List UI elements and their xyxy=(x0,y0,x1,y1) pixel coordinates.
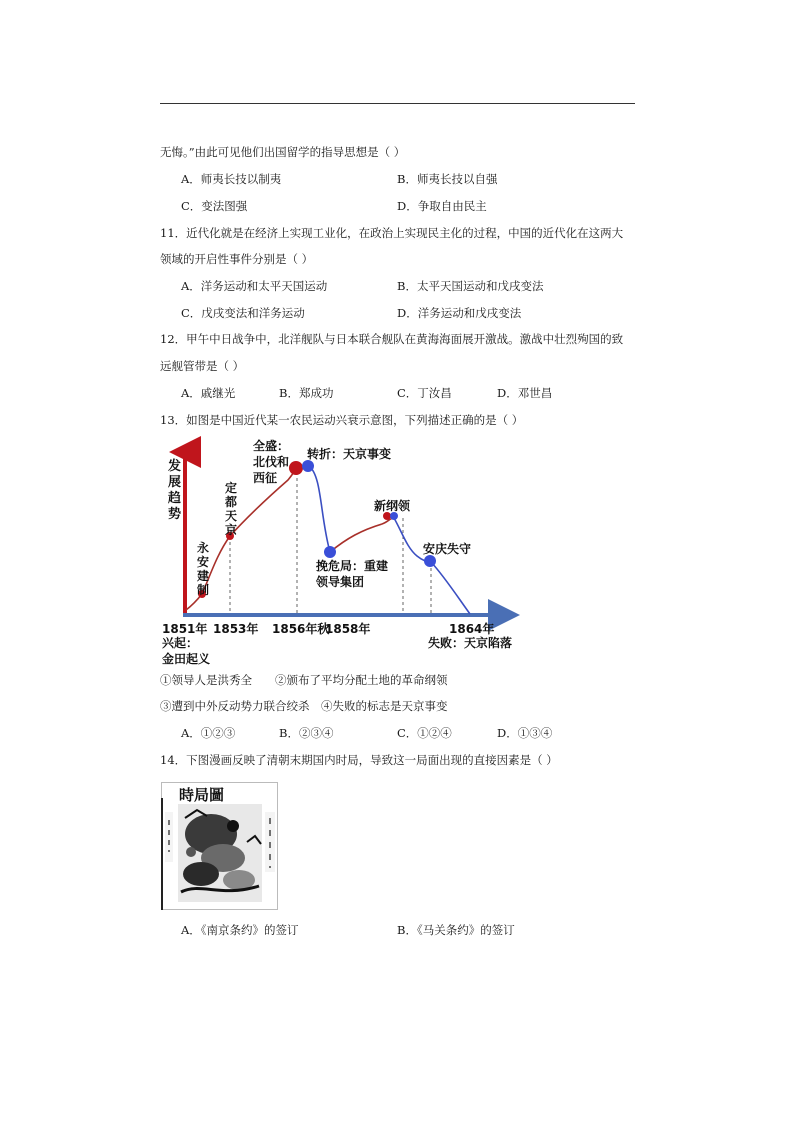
sub-label-fail: 失败：天京陷落 xyxy=(428,636,513,650)
q10-option-c[interactable]: C．变法图强 xyxy=(181,199,248,213)
q10-stem-tail: 无悔。”由此可见他们出国留学的指导思想是（ ） xyxy=(160,145,406,159)
q12-option-a[interactable]: A．戚继光 xyxy=(181,386,236,400)
q14-stem: 14．下图漫画反映了清朝末期国内时局，导致这一局面出现的直接因素是（ ） xyxy=(160,753,558,767)
q11-option-b[interactable]: B．太平天国运动和戊戌变法 xyxy=(397,279,544,293)
q13-option-d[interactable]: D．①③④ xyxy=(497,726,553,740)
sub-label-jintian: 金田起义 xyxy=(162,652,211,666)
q11-stem-line2: 领域的开启性事件分别是（ ） xyxy=(160,252,314,266)
label-anqing: 安庆失守 xyxy=(423,542,472,556)
situation-cartoon xyxy=(161,782,278,910)
q12-option-b[interactable]: B．郑成功 xyxy=(279,386,334,400)
q14-option-b[interactable]: B．《马关条约》的签订 xyxy=(397,923,515,937)
label-yongan-2: 安 xyxy=(197,555,210,569)
y-label-char-4: 势 xyxy=(168,507,182,522)
q11-option-c[interactable]: C．戊戌变法和洋务运动 xyxy=(181,306,305,320)
label-turn: 转折：天京事变 xyxy=(307,447,392,461)
label-peak-1: 全盛： xyxy=(253,439,290,453)
cartoon-title: 時局圖 xyxy=(179,786,225,804)
label-dingdu-3: 天 xyxy=(225,509,238,523)
label-yongan-4: 制 xyxy=(197,583,210,597)
q13-option-a[interactable]: A．①②③ xyxy=(181,726,236,740)
point-new-program-fall xyxy=(390,512,398,520)
y-label-char-3: 趋 xyxy=(168,491,182,506)
q12-stem-line1: 12．甲午中日战争中，北洋舰队与日本联合舰队在黄海海面展开激战。激战中壮烈殉国的致 xyxy=(160,332,624,346)
label-rescue-2: 领导集团 xyxy=(316,575,365,589)
q12-option-c[interactable]: C．丁汝昌 xyxy=(397,386,452,400)
header-rule xyxy=(160,103,635,104)
tick-1851: 1851年 xyxy=(162,622,208,636)
q14-option-a[interactable]: A．《南京条约》的签订 xyxy=(181,923,299,937)
rise-line-2 xyxy=(330,518,394,552)
cartoon-drawing xyxy=(161,782,278,910)
fall-line-1 xyxy=(309,466,330,552)
point-rescue xyxy=(324,546,336,558)
q12-option-d[interactable]: D．邓世昌 xyxy=(497,386,553,400)
taiping-trend-chart xyxy=(162,436,532,668)
q13-statement-1: ①领导人是洪秀全 ②颁布了平均分配土地的革命纲领 xyxy=(160,673,448,687)
q10-option-d[interactable]: D．争取自由民主 xyxy=(397,199,487,213)
label-peak-3: 西征 xyxy=(253,471,278,485)
label-dingdu-2: 都 xyxy=(225,495,238,509)
y-label-char-2: 展 xyxy=(168,475,182,490)
label-dingdu-4: 京 xyxy=(225,523,238,537)
point-turn xyxy=(302,460,314,472)
q10-option-a[interactable]: A．师夷长技以制夷 xyxy=(181,172,282,186)
q13-option-b[interactable]: B．②③④ xyxy=(279,726,334,740)
point-anqing xyxy=(424,555,436,567)
tick-1856: 1856年秋 xyxy=(272,622,330,636)
q11-option-a[interactable]: A．洋务运动和太平天国运动 xyxy=(181,279,328,293)
tick-1858: 1858年 xyxy=(325,622,371,636)
point-peak xyxy=(289,461,303,475)
tick-1864: 1864年 xyxy=(449,622,495,636)
label-new-program: 新纲领 xyxy=(374,499,411,513)
label-rescue-1: 挽危局：重建 xyxy=(316,559,389,573)
label-yongan-1: 永 xyxy=(197,541,210,555)
q12-stem-line2: 远舰管带是（ ） xyxy=(160,359,245,373)
label-peak-2: 北伐和 xyxy=(253,455,290,469)
q10-option-b[interactable]: B．师夷长技以自强 xyxy=(397,172,498,186)
y-label-char-1: 发 xyxy=(168,459,182,474)
sub-label-rise: 兴起： xyxy=(162,636,199,650)
label-dingdu-1: 定 xyxy=(225,481,238,495)
q11-option-d[interactable]: D．洋务运动和戊戌变法 xyxy=(397,306,522,320)
label-yongan-3: 建 xyxy=(197,569,210,583)
tick-1853: 1853年 xyxy=(213,622,259,636)
q11-stem-line1: 11．近代化就是在经济上实现工业化，在政治上实现民主化的过程，中国的近代化在这两大 xyxy=(160,226,624,240)
point-new-program xyxy=(383,512,391,520)
q13-stem: 13．如图是中国近代某一农民运动兴衰示意图，下列描述正确的是（ ） xyxy=(160,413,524,427)
q13-statement-2: ③遭到中外反动势力联合绞杀 ④失败的标志是天京事变 xyxy=(160,699,448,713)
q13-option-c[interactable]: C．①②④ xyxy=(397,726,452,740)
